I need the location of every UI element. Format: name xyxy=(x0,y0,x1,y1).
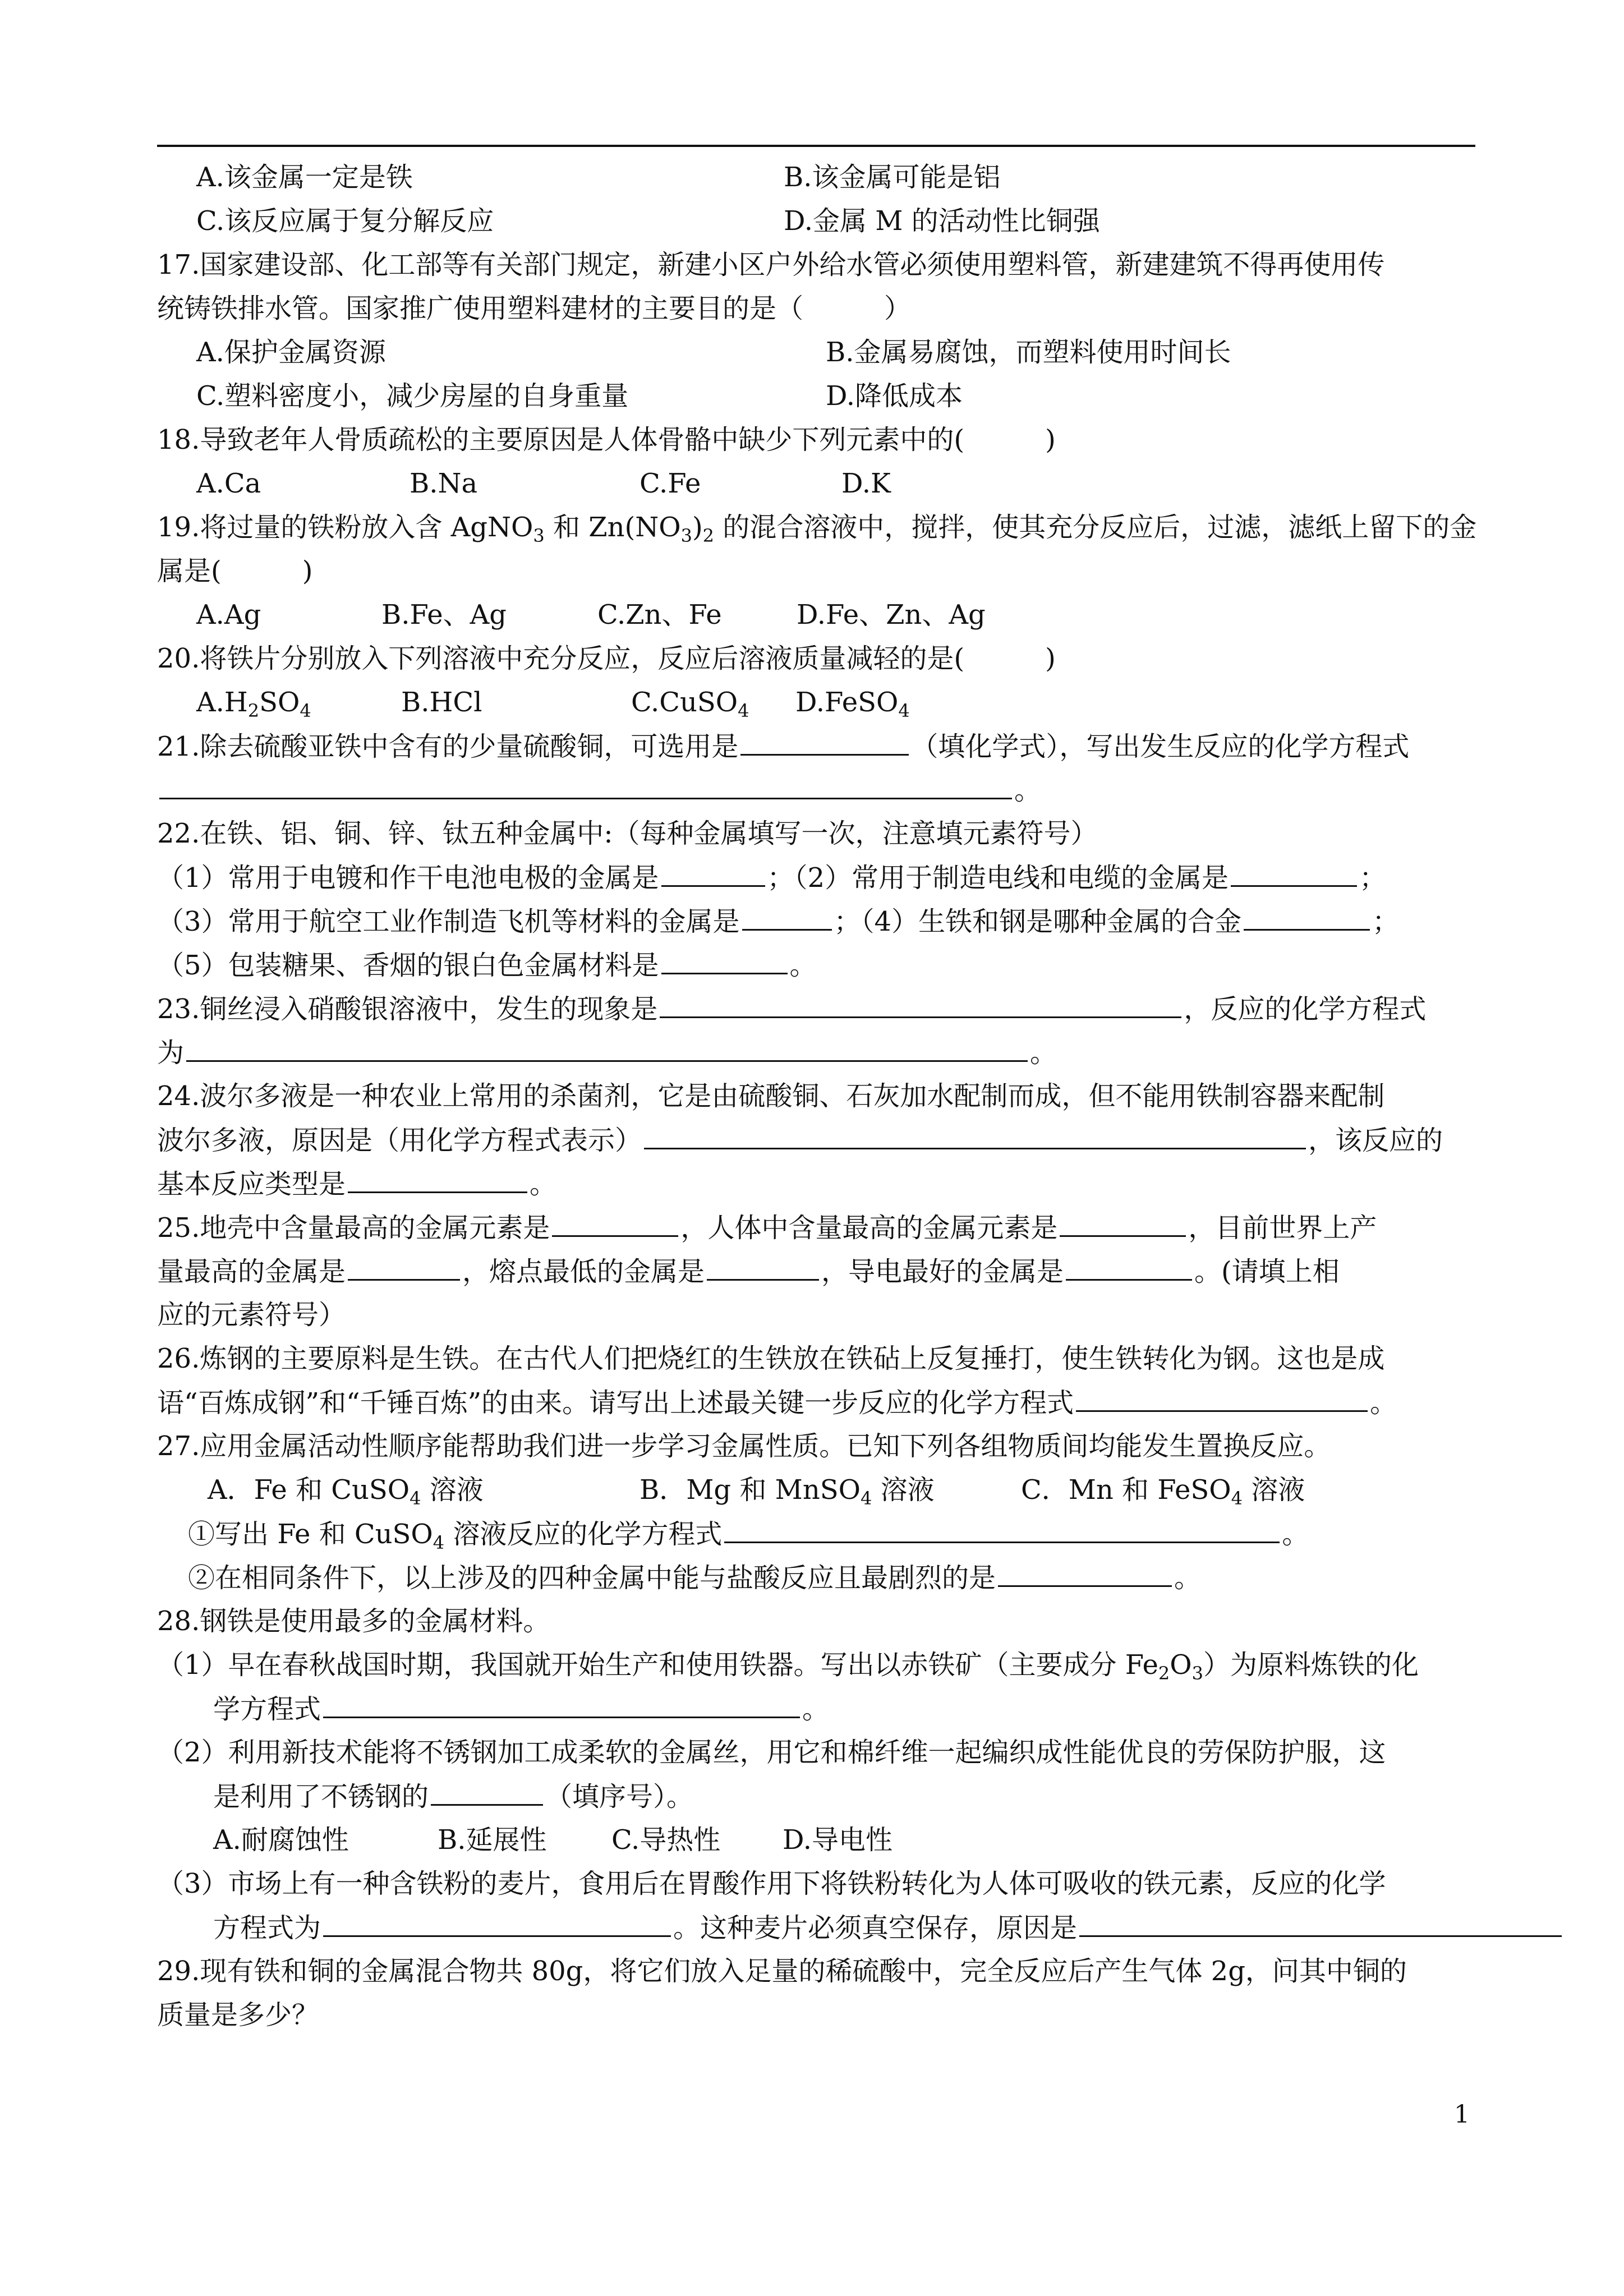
q24-blank-reaction-type[interactable] xyxy=(348,1166,527,1193)
q28-blank-1-equation[interactable] xyxy=(323,1691,800,1718)
q28-stem: 28.钢铁是使用最多的金属材料。 xyxy=(157,1605,550,1637)
q21-blank-equation[interactable] xyxy=(159,772,1012,799)
q18-option-b: B.Na xyxy=(410,468,478,499)
q25-blank-2[interactable] xyxy=(1060,1209,1186,1237)
q22-stem: 22.在铁、铝、铜、锌、钛五种金属中:（每种金属填写一次，注意填元素符号） xyxy=(157,818,1098,849)
q27-sub-1: ①写出 Fe 和 CuSO$_4$ 溶液反应的化学方程式 。 xyxy=(188,1516,1309,1552)
q24-stem-line2: 波尔多液，原因是（用化学方程式表示） ，该反应的 xyxy=(157,1122,1443,1158)
q19-stem-line1: 19.将过量的铁粉放入含 AgNO$_3$ 和 $Zn(NO_3)_2$ 的混合溶液中，搅拌，使其充分反应后，过滤，滤纸上留下的金 xyxy=(157,512,1477,546)
q23-blank-phenomenon[interactable] xyxy=(660,991,1181,1018)
q21-stem-line2: 。 xyxy=(157,772,1041,808)
q25-stem-line1: 25.地壳中含量最高的金属元素是 ，人体中含量最高的金属元素是 ，目前世界上产 xyxy=(157,1209,1377,1246)
q24-blank-equation[interactable] xyxy=(644,1122,1306,1149)
q27-option-b: B．Mg 和 MnSO$_4$ 溶液 xyxy=(640,1474,935,1509)
q28-sub-3-line1: （3）市场上有一种含铁粉的麦片，食用后在胃酸作用下将铁粉转化为人体可吸收的铁元素，反应的化学 xyxy=(157,1868,1386,1899)
q19-stem-line2: 属是( ) xyxy=(157,555,313,587)
q17-option-d: D.降低成本 xyxy=(826,380,963,412)
q17-option-b: B.金属易腐蚀，而塑料使用时间长 xyxy=(826,337,1231,368)
q28-blank-3-equation[interactable] xyxy=(323,1910,671,1937)
q26-stem-line1: 26.炼钢的主要原料是生铁。在古代人们把烧红的生铁放在铁砧上反复捶打，使生铁转化为钢。这也是成 xyxy=(157,1343,1385,1374)
q18-option-c: C.Fe xyxy=(640,468,701,499)
q20-stem: 20.将铁片分别放入下列溶液中充分反应，反应后溶液质量减轻的是( ) xyxy=(157,643,1056,674)
q21-blank-reagent[interactable] xyxy=(740,728,909,756)
page-number: 1 xyxy=(1454,2100,1470,2129)
q20-option-a: $A.H_2SO_4$ xyxy=(196,687,311,721)
q28-sub-2-option-c: C.导热性 xyxy=(611,1824,721,1856)
q28-sub-2-option-b: B.延展性 xyxy=(438,1824,547,1856)
q26-blank-equation[interactable] xyxy=(1076,1384,1368,1412)
q22-blank-5[interactable] xyxy=(661,947,788,974)
header-rule xyxy=(157,145,1475,147)
q21-stem-line1: 21.除去硫酸亚铁中含有的少量硫酸铜，可选用是 （填化学式），写出发生反应的化学方程式 xyxy=(157,728,1409,765)
q17-stem-line1: 17.国家建设部、化工部等有关部门规定，新建小区户外给水管必须使用塑料管，新建建筑不得再使用传 xyxy=(157,249,1385,280)
q25-blank-5[interactable] xyxy=(1066,1253,1192,1281)
q28-sub-2-line1: （2）利用新技术能将不锈钢加工成柔软的金属丝，用它和棉纤维一起编织成性能优良的劳保防护服，这 xyxy=(157,1737,1386,1768)
q27-option-a: A．Fe 和 CuSO$_4$ 溶液 xyxy=(208,1474,484,1509)
q27-stem: 27.应用金属活动性顺序能帮助我们进一步学习金属性质。已知下列各组物质间均能发生置换反应。 xyxy=(157,1430,1331,1462)
q22-sub-5: （5）包装糖果、香烟的银白色金属材料是 。 xyxy=(157,947,817,983)
q28-sub-3-line2: 方程式为 。这种麦片必须真空保存，原因是 xyxy=(213,1910,1564,1946)
q26-stem-line2: 语“百炼成钢”和“千锤百炼”的由来。请写出上述最关键一步反应的化学方程式 。 xyxy=(157,1384,1397,1421)
q29-stem-line1: 29.现有铁和铜的金属混合物共 80g，将它们放入足量的稀硫酸中，完全反应后产生气体 2g，问其中铜的 xyxy=(157,1955,1407,1987)
q22-blank-2[interactable] xyxy=(1231,859,1357,887)
q24-stem-line1: 24.波尔多液是一种农业上常用的杀菌剂，它是由硫酸铜、石灰加水配制而成，但不能用铁制容器来配制 xyxy=(157,1080,1385,1112)
q18-option-a: A.Ca xyxy=(196,468,261,499)
q29-stem-line2: 质量是多少？ xyxy=(157,1999,319,2031)
q23-stem-line1: 23.铜丝浸入硝酸银溶液中，发生的现象是 ，反应的化学方程式 xyxy=(157,991,1426,1027)
q22-blank-1[interactable] xyxy=(661,859,765,887)
q25-blank-4[interactable] xyxy=(707,1253,819,1281)
q28-blank-3-reason[interactable] xyxy=(1079,1910,1562,1937)
q20-option-b: B.HCl xyxy=(401,687,482,718)
q25-blank-3[interactable] xyxy=(348,1253,460,1281)
q17-option-c: C.塑料密度小，减少房屋的自身重量 xyxy=(196,380,629,412)
q27-blank-equation[interactable] xyxy=(724,1516,1280,1543)
q28-sub-2-line2: 是利用了不锈钢的 （填序号）。 xyxy=(213,1778,693,1815)
q18-option-d: D.K xyxy=(841,468,891,499)
q23-stem-line2: 为 。 xyxy=(157,1034,1057,1071)
q25-stem-line3: 应的元素符号） xyxy=(157,1299,346,1331)
q17-stem-line2: 统铸铁排水管。国家推广使用塑料建材的主要目的是（ ） xyxy=(157,293,912,324)
q25-blank-1[interactable] xyxy=(552,1209,678,1237)
q16-option-d: D.金属 M 的活动性比铜强 xyxy=(784,205,1100,237)
q28-sub-2-option-a: A.耐腐蚀性 xyxy=(213,1824,349,1856)
q27-blank-metal[interactable] xyxy=(998,1559,1172,1587)
q22-blank-3[interactable] xyxy=(742,903,832,931)
q27-sub-2: ②在相同条件下，以上涉及的四种金属中能与盐酸反应且最剧烈的是 。 xyxy=(188,1559,1201,1596)
q22-blank-4[interactable] xyxy=(1244,903,1370,931)
q28-blank-2-choice[interactable] xyxy=(431,1778,543,1806)
q22-sub-1-2: （1）常用于电镀和作干电池电极的金属是 ；（2）常用于制造电线和电缆的金属是 ； xyxy=(157,859,1386,896)
q19-option-b: B.Fe、Ag xyxy=(381,599,507,631)
q19-option-a: A.Ag xyxy=(196,599,261,631)
q28-sub-1-line2: 学方程式 。 xyxy=(213,1691,829,1727)
q23-blank-equation[interactable] xyxy=(186,1034,1028,1062)
q24-stem-line3: 基本反应类型是 。 xyxy=(157,1166,556,1202)
q19-option-d: D.Fe、Zn、Ag xyxy=(797,599,986,631)
q22-sub-3-4: （3）常用于航空工业作制造飞机等材料的金属是 ；（4）生铁和钢是哪种金属的合金 ； xyxy=(157,903,1399,940)
q25-stem-line2: 量最高的金属是 ，熔点最低的金属是 ，导电最好的金属是 。(请填上相 xyxy=(157,1253,1340,1290)
q20-option-c: C.CuSO$_4$ xyxy=(631,687,749,721)
q16-option-c: C.该反应属于复分解反应 xyxy=(196,205,494,237)
q18-stem: 18.导致老年人骨质疏松的主要原因是人体骨骼中缺少下列元素中的( ) xyxy=(157,424,1056,455)
q20-option-d: D.FeSO$_4$ xyxy=(795,687,910,721)
q19-option-c: C.Zn、Fe xyxy=(597,599,722,631)
q28-sub-2-option-d: D.导电性 xyxy=(783,1824,893,1856)
q16-option-a: A.该金属一定是铁 xyxy=(196,162,413,193)
q27-option-c: C．Mn 和 FeSO$_4$ 溶液 xyxy=(1021,1474,1305,1509)
q28-sub-1-line1: （1）早在春秋战国时期，我国就开始生产和使用铁器。写出以赤铁矿（主要成分 $Fe_2O_3$）为原料炼铁的化 xyxy=(157,1649,1419,1684)
q17-option-a: A.保护金属资源 xyxy=(196,337,386,368)
q16-option-b: B.该金属可能是铝 xyxy=(784,162,1001,193)
